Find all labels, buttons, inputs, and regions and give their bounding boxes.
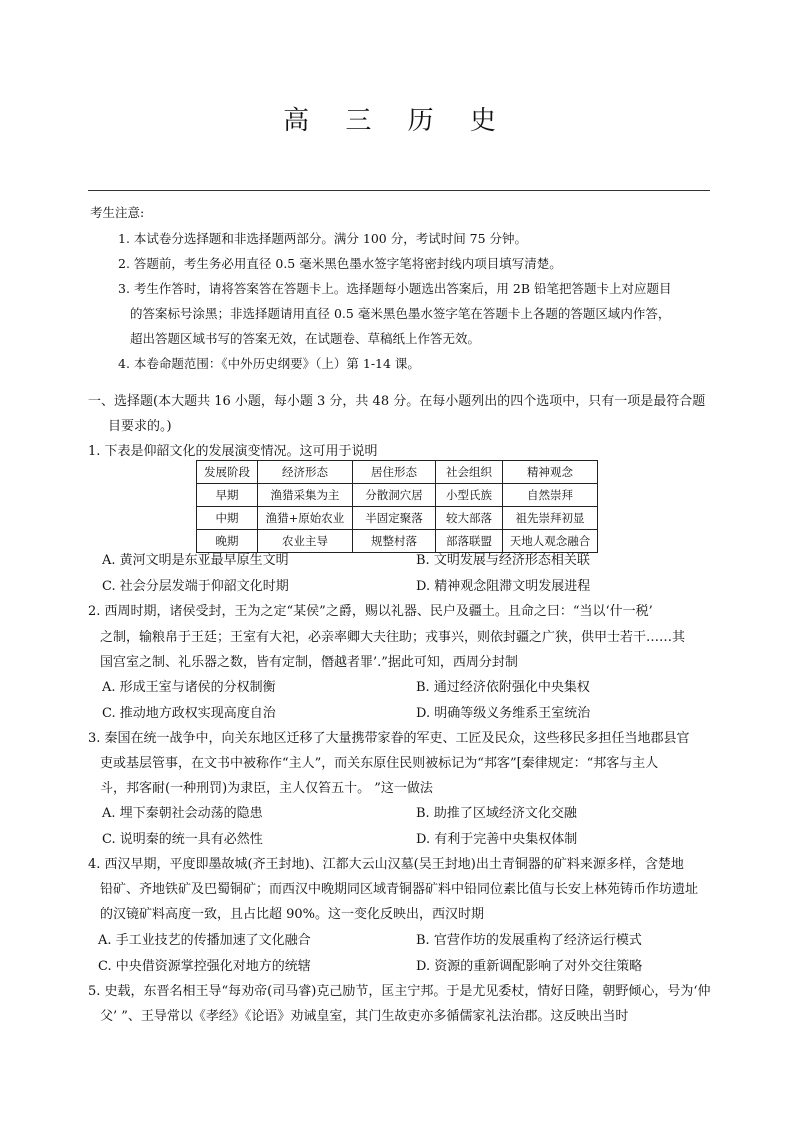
notice-item: 1. 本试卷分选择题和非选择题两部分。满分 100 分，考试时间 75 分钟。 <box>118 231 528 246</box>
option-d: D. 资源的重新调配影响了对外交往策略 <box>416 959 643 974</box>
table-header: 发展阶段 <box>197 461 258 484</box>
question-stem: 国宫室之制、礼乐器之数，皆有定制，僭越者罪’.”据此可知，西周分封制 <box>100 655 518 670</box>
table-cell: 自然崇拜 <box>503 484 598 507</box>
question-stem: 父’ ”、王导常以《孝经》《论语》劝诫皇室，其门生故吏亦多循儒家礼法治郡。这反映出当时 <box>100 1009 629 1024</box>
option-a: A. 手工业技艺的传播加速了文化融合 <box>98 933 311 948</box>
option-d: D. 明确等级义务维系王室统治 <box>416 706 591 721</box>
table-cell: 小型氏族 <box>436 484 503 507</box>
option-a: A. 黄河文明是东亚最早原生文明 <box>102 553 289 568</box>
table-row <box>197 530 598 553</box>
table-header: 经济形态 <box>258 461 353 484</box>
question-stem: 1. 下表是仰韶文化的发展演变情况。这可用于说明 <box>88 444 378 459</box>
table-header: 居住形态 <box>353 461 436 484</box>
table-row <box>197 507 598 530</box>
option-c: C. 中央借资源掌控强化对地方的统辖 <box>98 959 311 974</box>
section-instructions: 一、选择题(本大题共 16 小题，每小题 3 分，共 48 分。在每小题列出的四个选项中，只有一项是最符合题 <box>88 394 706 409</box>
table-cell: 早期 <box>197 484 258 507</box>
option-d: D. 有利于完善中央集权体制 <box>416 832 578 847</box>
table-cell: 祖先崇拜初显 <box>503 507 598 530</box>
table-row <box>197 484 598 507</box>
section-instructions: 目要求的。) <box>108 419 172 434</box>
question-stem: 2. 西周时期，诸侯受封，王为之定“某侯”之爵，赐以礼器、民户及疆土。且命之曰：“当以‘什一税’ <box>88 604 653 619</box>
question-stem: 3. 秦国在统一战争中，向关东地区迁移了大量携带家眷的军吏、工匠及民众，这些移民多担任当地郡县官 <box>88 731 690 746</box>
question-stem: 5. 史载，东晋名相王导“每劝帝(司马睿)克己励节，匡主宁邦。于是尤见委杖，情好日隆，朝野倾心，号为‘仲 <box>88 984 711 999</box>
option-d: D. 精神观念阻滞文明发展进程 <box>416 579 591 594</box>
page-title: 高 三 历 史 <box>283 106 510 136</box>
table-cell: 天地人观念融合 <box>503 530 598 553</box>
notice-item: 超出答题区域书写的答案无效，在试题卷、草稿纸上作答无效。 <box>130 331 481 346</box>
notice-item: 4. 本卷命题范围：《中外历史纲要》（上）第 1-14 课。 <box>118 356 420 371</box>
table-cell: 部落联盟 <box>436 530 503 553</box>
table-cell: 渔猎+原始农业 <box>258 507 353 530</box>
table-header: 社会组织 <box>436 461 503 484</box>
table-header: 精神观念 <box>503 461 598 484</box>
option-b: B. 官营作坊的发展重构了经济运行模式 <box>416 933 642 948</box>
question-stem: 铅矿、齐地铁矿及巴蜀铜矿；而西汉中晚期同区域青铜器矿料中铅同位素比值与长安上林苑铸币作坊遗址 <box>100 882 699 897</box>
option-c: C. 说明秦的统一具有必然性 <box>102 832 263 847</box>
notice-item: 2. 答题前，考生务必用直径 0.5 毫米黑色墨水签字笔将密封线内项目填写清楚。 <box>118 256 562 271</box>
option-c: C. 推动地方政权实现高度自治 <box>102 706 276 721</box>
question-stem: 之制，输粮帛于王廷；王室有大祀，必亲率卿大夫往助；戎事兴，则依封疆之广狭，供甲士若干……其 <box>100 630 686 645</box>
option-a: A. 形成王室与诸侯的分权制衡 <box>102 680 276 695</box>
option-b: B. 助推了区域经济文化交融 <box>416 806 577 821</box>
table-cell: 晚期 <box>197 530 258 553</box>
notice-item: 3. 考生作答时，请将答案答在答题卡上。选择题每小题选出答案后，用 2B 铅笔把答题卡上对应题目 <box>118 281 672 296</box>
option-b: B. 通过经济依附强化中央集权 <box>416 680 590 695</box>
table-cell: 渔猎采集为主 <box>258 484 353 507</box>
title-divider <box>88 190 710 191</box>
option-a: A. 埋下秦朝社会动荡的隐患 <box>102 806 263 821</box>
question-stem: 吏或基层管事，在文书中被称作“主人”，而关东原住民则被标记为“邦客”[秦律规定：“邦客与主人 <box>100 756 659 771</box>
option-c: C. 社会分层发端于仰韶文化时期 <box>102 579 289 594</box>
table-header-row <box>197 461 598 484</box>
question-stem: 的汉镜矿料高度一致，且占比超 90%。这一变化反映出，西汉时期 <box>100 907 485 922</box>
table-cell: 较大部落 <box>436 507 503 530</box>
table-cell: 中期 <box>197 507 258 530</box>
culture-table <box>196 460 598 553</box>
table-cell: 农业主导 <box>258 530 353 553</box>
notice-heading: 考生注意: <box>90 205 145 220</box>
question-stem: 4. 西汉早期，平度即墨故城(齐王封地)、江都大云山汉墓(吴王封地)出土青铜器的矿料来源多样，含楚地 <box>88 857 684 872</box>
table-cell: 分散洞穴居 <box>353 484 436 507</box>
table-cell: 规整村落 <box>353 530 436 553</box>
option-b: B. 文明发展与经济形态相关联 <box>416 553 590 568</box>
table-cell: 半固定聚落 <box>353 507 436 530</box>
question-stem: 斗，邦客耐(一种刑罚)为隶臣，主人仅笞五十。 ”这一做法 <box>100 781 433 796</box>
notice-item: 的答案标号涂黑；非选择题请用直径 0.5 毫米黑色墨水签字笔在答题卡上各题的答题区域内作答， <box>130 306 671 321</box>
